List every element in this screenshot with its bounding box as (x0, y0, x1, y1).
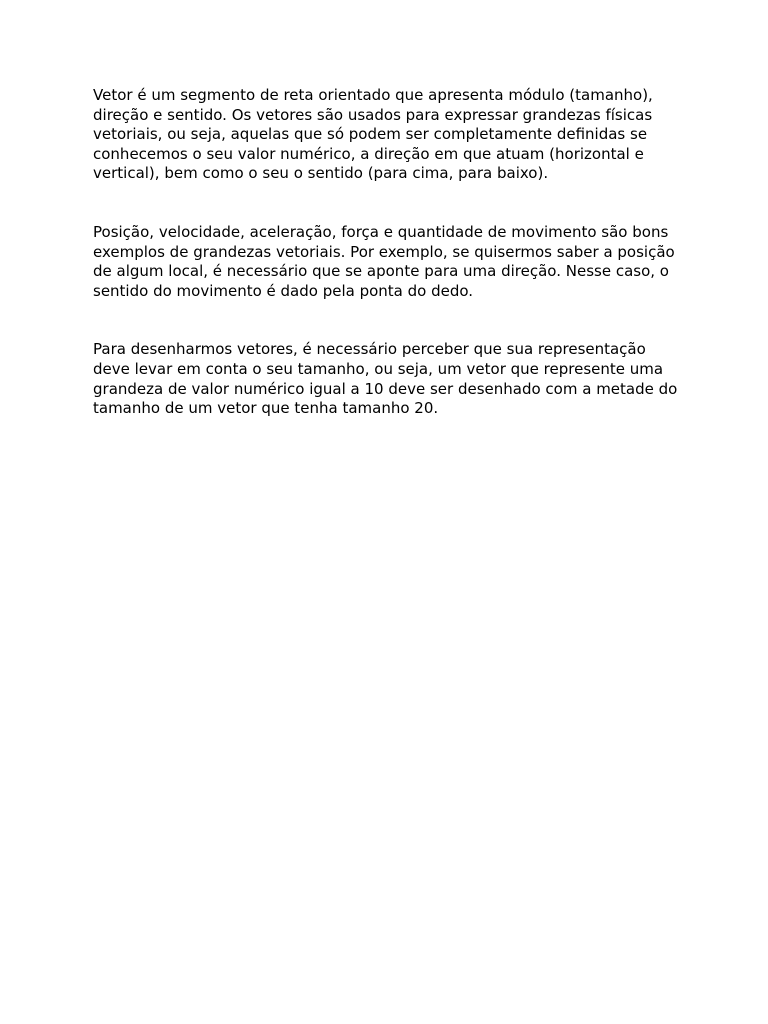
document-body (93, 86, 683, 458)
paragraph-exemplos-grandezas: Posição, velocidade, aceleração, força e quantidade de movimento são bons exemplos de grandezas vetoriais. Por exemplo, se quisermos saber a posição de algum local, é necessário que se aponte para uma direção. Nesse caso, o sentido do movimento é dado pela ponta do dedo. (93, 222, 675, 300)
paragraph-vetor-definicao: Vetor é um segmento de reta orientado que apresenta módulo (tamanho), direção e sentido. Os vetores são usados para expressar grandezas físicas vetoriais, ou seja, aquelas que só podem ser completamente definidas se conhecemos o seu valor numérico, a direção em que atuam (horizontal e vertical), bem como o seu o sentido (para cima, para baixo). (93, 86, 653, 183)
paragraph-desenho-vetores: Para desenharmos vetores, é necessário perceber que sua representação deve levar em conta o seu tamanho, ou seja, um vetor que represente uma grandeza de valor numérico igual a 10 deve ser desenhado com a metade do tamanho de um vetor que tenha tamanho 20. (93, 340, 678, 418)
